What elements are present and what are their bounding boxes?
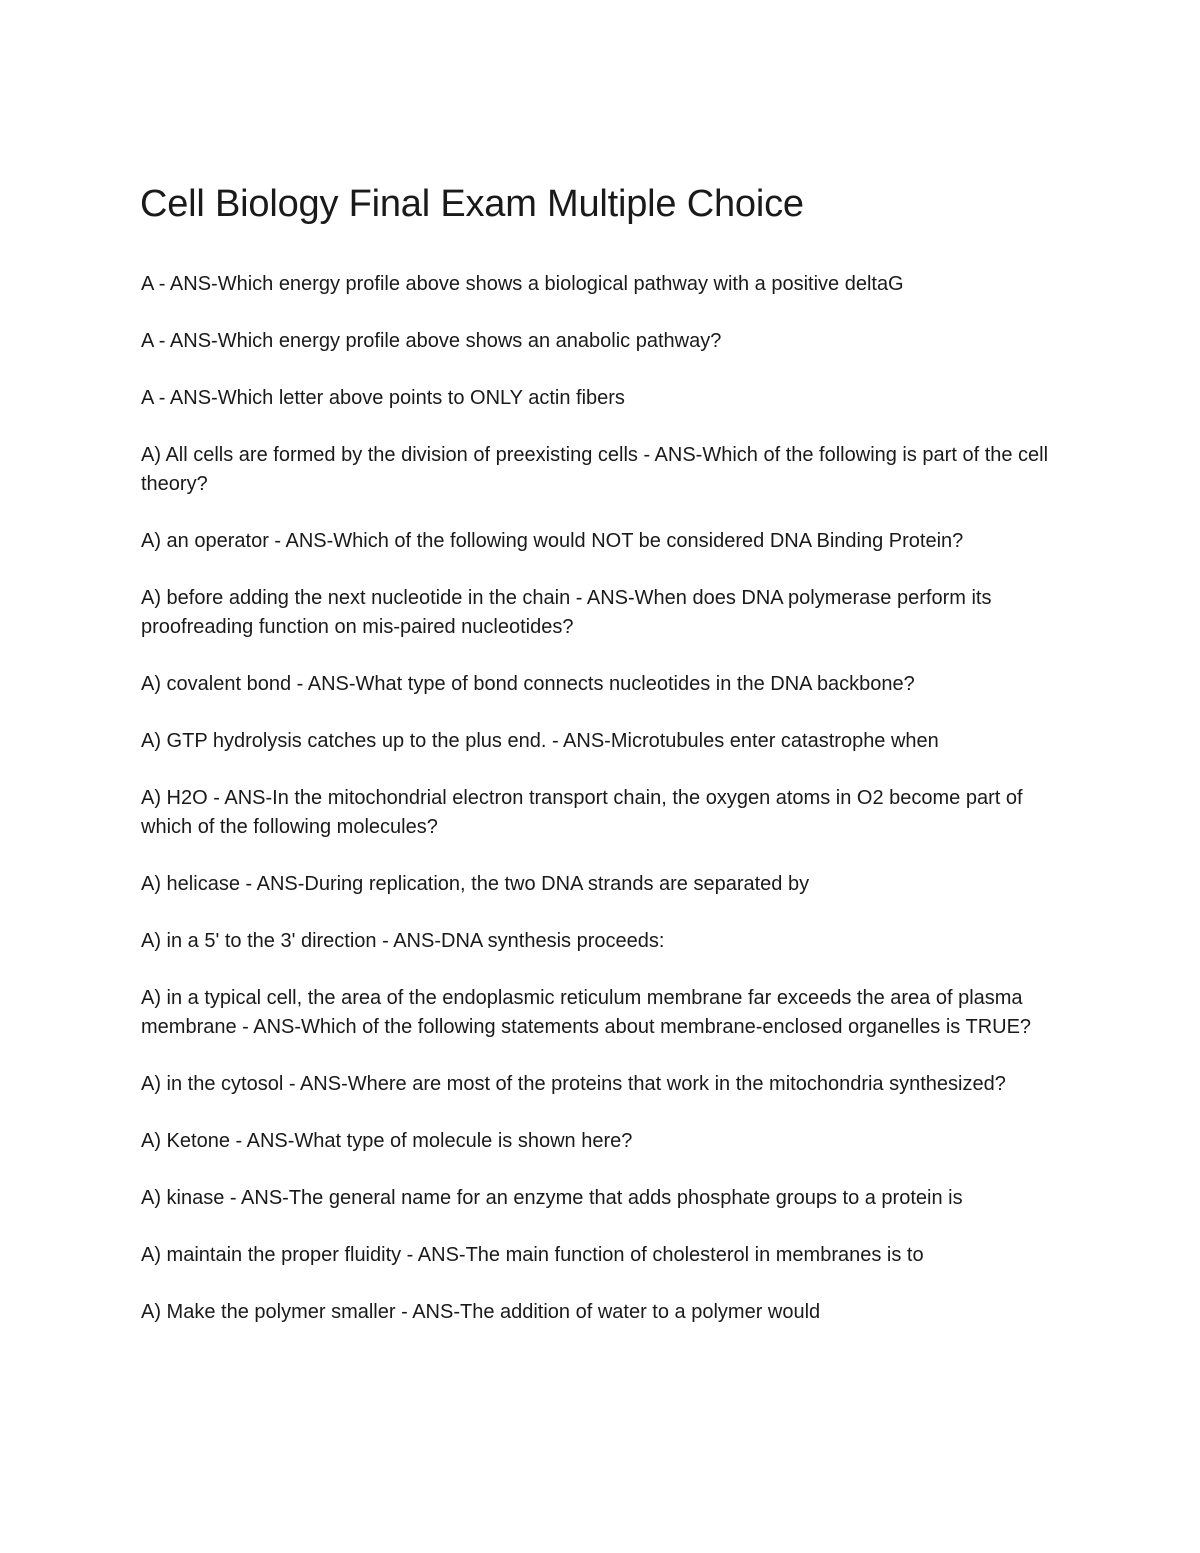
question-entry-3: A - ANS-Which letter above points to ONLY actin fibers [141, 387, 625, 409]
question-list [141, 270, 1056, 1355]
question-entry-13: A) in the cytosol - ANS-Where are most of the proteins that work in the mitochondria synthesized? [141, 1073, 1006, 1095]
question-entry-17: A) Make the polymer smaller - ANS-The addition of water to a polymer would [141, 1301, 821, 1323]
question-entry-12: A) in a typical cell, the area of the endoplasmic reticulum membrane far exceeds the area of plasma membrane - ANS-Which of the following statements about membrane-enclosed organelles is TRUE? [141, 987, 1032, 1038]
question-entry-14: A) Ketone - ANS-What type of molecule is shown here? [141, 1130, 633, 1152]
question-entry-8: A) GTP hydrolysis catches up to the plus end. - ANS-Microtubules enter catastrophe when [141, 730, 939, 752]
question-entry-1: A - ANS-Which energy profile above shows a biological pathway with a positive deltaG [141, 273, 904, 295]
question-entry-2: A - ANS-Which energy profile above shows an anabolic pathway? [141, 330, 722, 352]
question-entry-15: A) kinase - ANS-The general name for an enzyme that adds phosphate groups to a protein is [141, 1187, 963, 1209]
question-entry-7: A) covalent bond - ANS-What type of bond connects nucleotides in the DNA backbone? [141, 673, 915, 695]
question-entry-5: A) an operator - ANS-Which of the following would NOT be considered DNA Binding Protein? [141, 530, 964, 552]
question-entry-4: A) All cells are formed by the division of preexisting cells - ANS-Which of the following is part of the cell theory? [141, 444, 1049, 495]
question-entry-9: A) H2O - ANS-In the mitochondrial electron transport chain, the oxygen atoms in O2 become part of which of the following molecules? [141, 787, 1023, 838]
question-entry-10: A) helicase - ANS-During replication, the two DNA strands are separated by [141, 873, 810, 895]
question-entry-6: A) before adding the next nucleotide in the chain - ANS-When does DNA polymerase perform its proofreading function on mis-paired nucleotides? [141, 587, 992, 638]
question-entry-11: A) in a 5' to the 3' direction - ANS-DNA synthesis proceeds: [141, 930, 665, 952]
question-entry-16: A) maintain the proper fluidity - ANS-The main function of cholesterol in membranes is to [141, 1244, 924, 1266]
page-title: Cell Biology Final Exam Multiple Choice [140, 183, 804, 225]
